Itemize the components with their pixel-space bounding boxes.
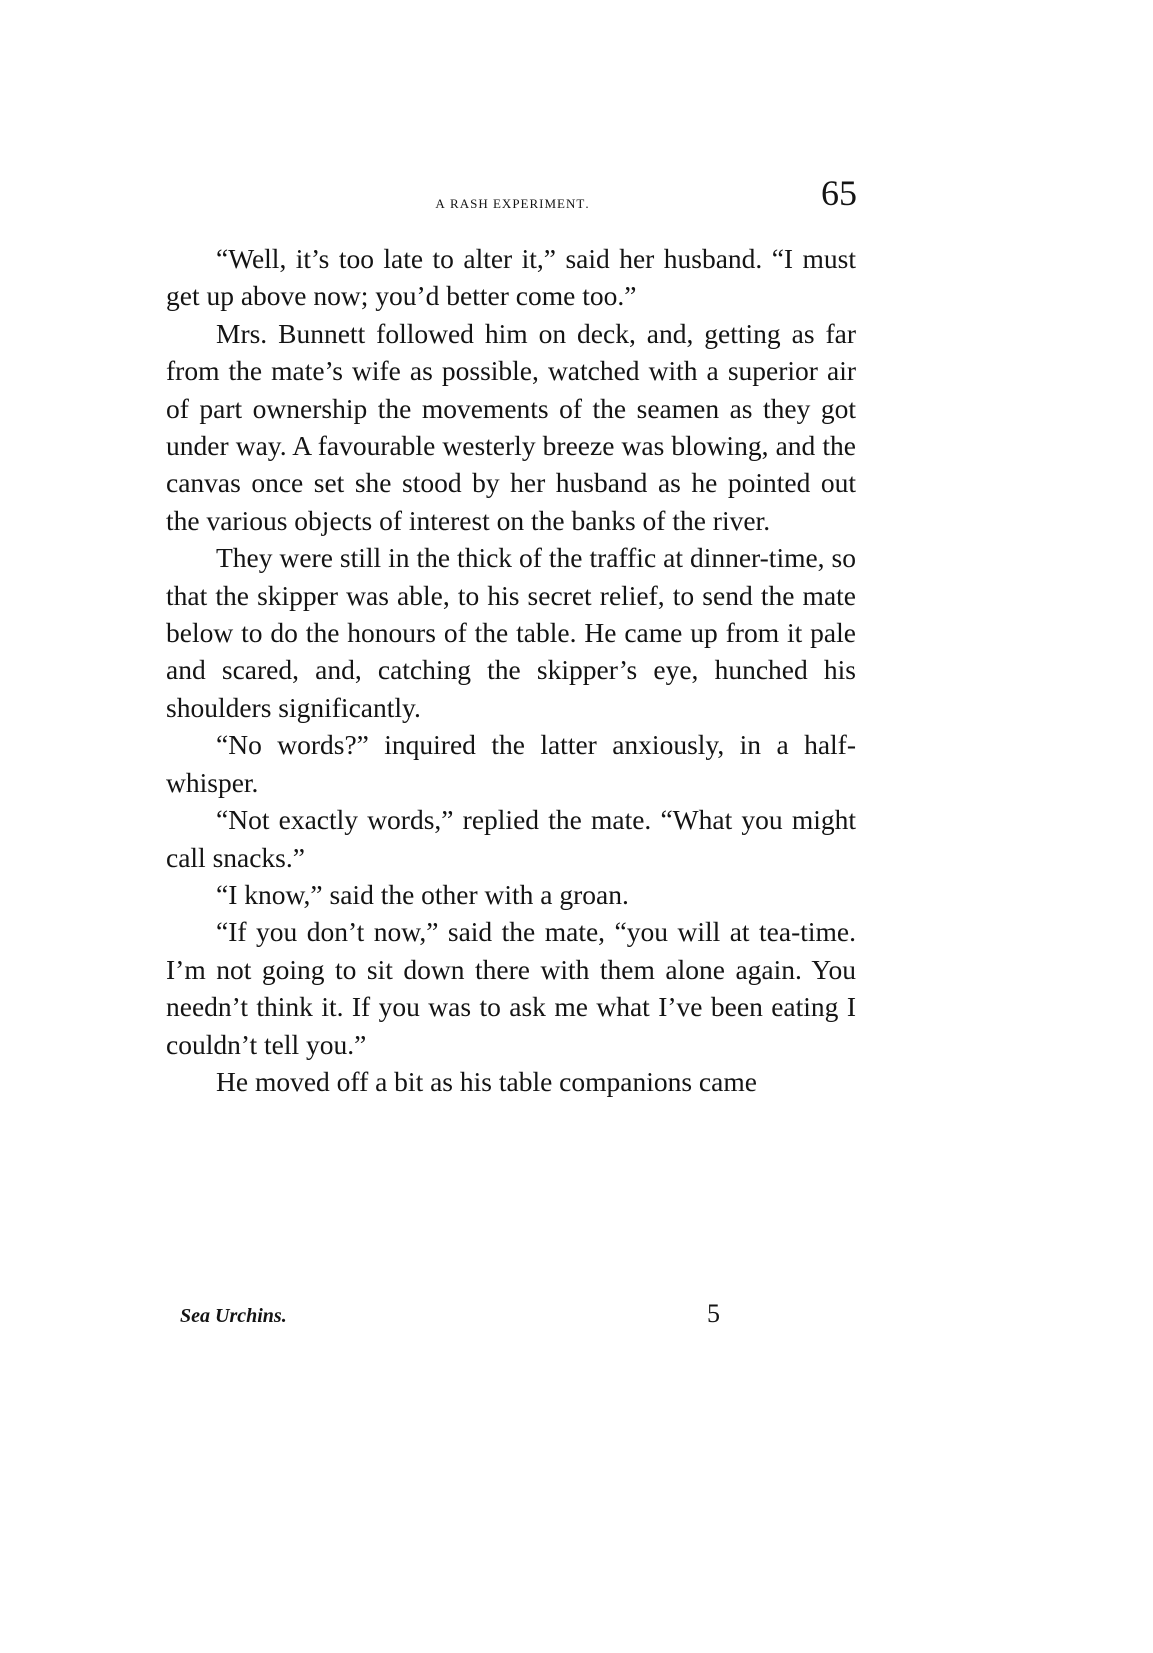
paragraph: He moved off a bit as his table companions came bbox=[216, 1065, 757, 1097]
paragraph: “No words?” inquired the latter anxiously, in a half-whisper. bbox=[166, 729, 856, 798]
signature-mark: 5 bbox=[707, 1299, 720, 1328]
body-text bbox=[166, 240, 856, 1100]
paragraph: “Not exactly words,” replied the mate. “What you might call snacks.” bbox=[166, 804, 856, 873]
page-number: 65 bbox=[821, 173, 857, 213]
paragraph: “Well, it’s too late to alter it,” said her husband. “I must get up above now; you’d better come too.” bbox=[166, 243, 856, 312]
page-footer bbox=[166, 1299, 856, 1335]
paragraph: “I know,” said the other with a groan. bbox=[216, 878, 629, 910]
page-header bbox=[160, 172, 865, 222]
paragraph: Mrs. Bunnett followed him on deck, and, getting as far from the mate’s wife as possible, watched with a superior air of part ownership the movements of the seamen as they got under way. A favourable westerly breeze was blowing, and the canvas once set she stood by her husband as he pointed out the various objects of interest on the banks of the river. bbox=[166, 317, 856, 536]
paragraph: They were still in the thick of the traffic at dinner-time, so that the skipper was able, to his secret relief, to send the mate below to do the honours of the table. He came up from it pale and scared, and, catching the skipper’s eye, hunched his shoulders significantly. bbox=[166, 542, 856, 723]
paragraph: “If you don’t now,” said the mate, “you will at tea-time. I’m not going to sit down there with them alone again. You needn’t think it. If you was to ask me what I’ve been eating I couldn’t tell you.” bbox=[166, 916, 856, 1060]
footer-book-title: Sea Urchins. bbox=[180, 1305, 287, 1327]
running-title: a rash experiment. bbox=[435, 192, 590, 213]
